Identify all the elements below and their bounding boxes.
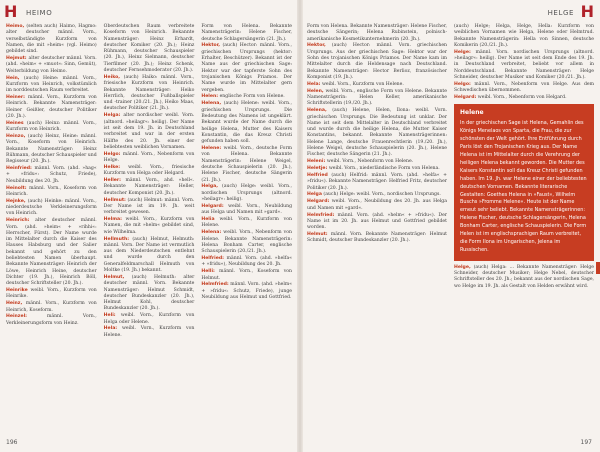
entry-text: männl. Vorn. (ahd. »helm« + »fridu«: Schutz, Friede), junge Neubildung aus Helmut und Gottfried. [201,282,293,300]
entry-headword: Helmfried: [201,282,229,288]
dictionary-entry [104,237,195,275]
entry-headword: Heiko, [103,74,121,80]
entry-text: (auch) Helge; Helga, Helge, Hella: Kurzform von weiblichen Vornamen wie Helga, Helene oder Helmtrud. Bekannte Namensträgerin: Hella von Sinnen, deutsche Komikerin (20./21. Jh.). [454,24,594,48]
left-page [0,0,297,452]
entry-text: weibl. Vorn., Neubildung des 20. Jh. aus Helga und Namen mit »gard«. [307,199,447,211]
dictionary-entry [6,134,97,165]
entry-text: männl. Vorn., Koseform von Heinrich. [6,185,97,197]
entry-text: (auch) Helga: ... Bekannte Namensträger: Helge Schneider, deutscher Musiker; Helge Nebel, deutscher Schriftsteller des 20. Jh.; bekannt aus der nordischen Sage, wo Helge im 19. Jh. als Gestalt von Helden erwähnt wird. [454,264,594,289]
dictionary-entry [104,275,195,313]
dictionary-entry [307,159,447,165]
entry-text: weibl. Vorn., Neubildung aus Helga und Namen mit »gard«. [201,203,293,216]
entry-text: (auch) Helene, Helen, Ilona: weibl. Vorn. griechischen Ursprungs. Die Bedeutung ist unklar. Der Name ist seit dem Mittelalter in Deutschland verbreitet und wurde durch die heilige Helena, die Mutter Kaiser Konstantins, bekannt. Bekannte Namensträgerinnen: Helene Lange, deutsche Frauenrechtlerin (19./20. Jh.), Helene Weigel, deutsche Schauspielerin (20. Jh.), Helene Fischer, deutsche Sängerin (21. Jh.). [307,108,447,158]
dictionary-entry [454,24,594,49]
dictionary-entry [104,313,195,326]
dictionary-entry [6,76,97,95]
dictionary-entry [454,82,594,95]
entry-headword: Hellmut: [103,197,126,203]
entry-headword: Helmfried: [307,212,335,218]
dictionary-entry [6,166,97,185]
dictionary-entry [201,256,292,269]
dictionary-entry [104,217,195,236]
entry-text: männl. Vorn., Koseform von Helmut. [201,269,293,281]
entry-text: (auch) Helmuth: alter deutscher männl. Vorn. Bekannte Namensträger: Helmut Schmidt, deutscher Bundeskanzler (20. Jh.), Helmut Kohl, deutscher Bundeskanzler (20. Jh.). [103,274,195,312]
entry-text: männl. Vorn., ahd. »hell«. Bekannte Namensträger: Heller, deutscher Komponist (20. Jh.). [103,178,195,196]
entry-headword: Helgo: [103,151,121,157]
dictionary-entry [307,166,447,172]
entry-headword: Helmut, [103,274,125,280]
entry-headword: Heller: [103,178,121,184]
entry-headword: Heimo, [6,24,25,29]
right-column-1 [307,24,447,291]
entry-text: weibl. Vorn., Nebenform von Helene. Bekannte Namensträgerin: Helena Bonham Carter, englische Schauspielerin (20./21. Jh.). [201,230,293,255]
dictionary-entry [6,121,97,134]
dictionary-entry [307,192,447,198]
entry-headword: Helga: [103,113,121,119]
entry-headword: Helmut: [307,232,328,238]
entry-text: männl. Vorn. (ahd. »hag« + »fridu«: Schutz, Friede), Neubildung des 20. Jh. [6,166,97,184]
thumb-index-tab [596,262,600,274]
dictionary-entry [201,94,292,100]
entry-headword: Helgard: [454,95,477,101]
entry-text: weibl. Vorn., englische Form von Helene. Bekannte Namensträgerin: Helen Keller, amerikanische Schriftstellerin (19./20. Jh.). [307,88,448,107]
entry-headword: Helfried: [201,256,224,262]
entry-text: (auch) Heinz: männl. Vorn., Kurzform von Heinrich. [6,120,97,133]
right-column-2-bottom [454,265,594,290]
entry-headword: Helke: [103,164,121,170]
entry-text: (auch) Heinke: männl. Vorn., niederdeutsche Verkleinerungsform von Heinrich. [6,198,97,217]
entry-text: alter deutscher männl. Vorn. (ahd. »heim« + »muot«: Sinn, Gemüt), Weiterbildung von Heimo. [6,56,97,74]
dictionary-entry [6,24,97,55]
entry-text: (auch) Hector: männl. Vorn. griechischen Ursprungs. Aus der griechischen Sage: Hektor war der Sohn des trojanischen Königs Priamos. Der Name kam im Mittelalter durch die Heldensage nach Deutschland. Bekannte Namensträger: Hector Berlioz, französischer Komponist (19. Jh.). [307,43,447,80]
left-header-word: HEIMO [26,9,53,17]
dictionary-entry [201,101,292,145]
dictionary-entry [307,199,447,212]
dictionary-entry [307,173,447,192]
dictionary-entry [6,218,97,287]
entry-headword: Hektor, [201,43,221,49]
entry-headword: Hektor, [307,43,326,49]
dictionary-entry [201,43,292,93]
entry-text: englische Form von Helene. [219,94,285,100]
entry-headword: Helge: [454,49,471,55]
dictionary-entry [201,24,292,43]
entry-headword: Helena, [201,101,222,107]
dictionary-entry [307,43,447,81]
entry-text: männl. Vorn. (ahd. »helfa« + »fridu«), Neubildung des 20. Jh. [201,256,293,268]
entry-headword: Helma: [103,217,122,223]
entry-headword: Heinz, [6,301,23,307]
dictionary-entry [104,152,195,165]
entry-text: weibl. Vorn., niederländische Form von Helena. [328,166,440,172]
dictionary-entry [454,95,594,101]
entry-headword: Hela: [307,81,321,87]
entry-text: (auch) Helge: weibl. Vorn., nordischen Ursprungs (altnord. »heilagr«: heilig). [201,184,293,202]
entry-headword: Heinolt: [6,185,27,191]
right-header-letter: H [580,2,594,21]
dictionary-entry [201,204,292,217]
entry-text: weibl. Vorn., Kurzform von Namen, die mit »helm« gebildet sind, wie Wilhelma. [103,217,195,235]
entry-text: männl. Vorn., Kurzform von Heinrich, Koseform. [6,301,97,313]
entry-headword: Helen, [307,88,324,94]
dictionary-entry [104,24,195,74]
entry-headword: Heinrich: [6,218,30,224]
entry-headword: Helia [201,217,215,223]
dictionary-entry [201,217,292,230]
entry-text: männl. Vorn., Kurzform von Heinrich. Bekannte Namensträger: Heiner Geißler, deutscher Politiker (20. Jh.). [6,95,97,119]
entry-headword: Helgard: [307,199,330,205]
entry-headword: Heinrike [6,288,28,294]
entry-headword: Hein, [6,75,20,81]
dictionary-entry [6,301,97,314]
left-header-letter: H [4,2,18,21]
entry-headword: Heletje: [307,166,328,172]
dictionary-entry [307,82,447,88]
dictionary-entry [201,282,292,301]
entry-headword: Hellmuth: [103,236,130,242]
entry-text: weibl. Vorn., friesische Kurzform von Helga oder Helgard. [103,164,195,177]
entry-text: (auch) Hector: männl. Vorn., griechischen Ursprungs (hektor: Erhalter, Beschützer). Bekannt ist der Name aus der griechischen Sage: Hektor war der tapferste Sohn des trojanischen Königs Priamos. Der Name wurde im Mittelalter gern vergeben. [201,43,293,93]
left-columns [6,24,292,340]
right-page [303,0,600,452]
left-column-1 [6,24,97,340]
entry-headword: Helli: [201,269,215,275]
dictionary-entry [6,56,97,75]
entry-headword: Helena: [201,230,222,236]
dictionary-entry [201,184,292,203]
dictionary-entry [6,288,97,301]
entry-text: männl. Vorn. Bekannte Namensträger: Helmut Schmidt, deutscher Bundeskanzler (20. Jh.). [307,232,447,244]
entry-text: (auch) Helmut, Helmuth: männl. Vorn. Der Name ist vermutlich aus dem Niederdeutschen entlehnt und wurde durch den Generalfeldmarschall Helmuth von Moltke (19. Jh.) bekannt. [103,236,195,274]
dictionary-entry [104,198,195,217]
entry-headword: Hejnke, [6,198,26,204]
entry-text: (auch) Helfrid: männl. Vorn. (ahd. »helfa« + »fridu«). Bekannte Namensträger: Helfried Fritz, deutscher Politiker (20. Jh.). [307,172,447,191]
entry-headword: Helgard: [201,203,224,209]
entry-text: weibl. Vorn., Nebenform von Helgard. [477,95,567,101]
dictionary-entry [307,232,447,245]
entry-headword: Heines [6,120,24,126]
info-box [454,104,594,260]
entry-text: (auch) Helge: weibl. Vorn., nordischen Ursprungs. [323,192,441,198]
dictionary-entry [104,75,195,113]
entry-text: männl. Vorn. nordischen Ursprungs (altnord. »heilagr«: heilig). Der Name ist seit dem Ende des 19. Jh. in Deutschland verbreitet, beliebt vor allem in Norddeutschland. Bekannte Namensträger: Helge Schneider, deutscher Musiker und Komiker (20./21. Jh.). [454,49,594,80]
entry-text: weibl. Vorn., Kurzform von Helene. [103,326,195,338]
dictionary-entry [104,113,195,151]
left-column-3 [201,24,292,340]
dictionary-entry [201,269,292,282]
dictionary-entry [6,314,97,327]
entry-headword: Helga [307,192,322,198]
entry-headword: Helfried [307,172,328,178]
entry-text: (auch) Haiko: männl. Vorn., friesische Kurzform von Heinrich. Bekannte Namensträger: Heiko Herrlich, deutscher Fußballspieler und -trainer (20./21. Jh.), Heiko Maas, deutscher Politiker (21. Jh.). [103,74,195,112]
entry-text: weibl. Vorn., Kurzform von Helga oder Helene. [103,313,195,325]
entry-headword: Heiner: [6,95,26,101]
right-column-2 [454,24,594,291]
dictionary-entry [307,89,447,108]
right-column-2-top [454,24,594,101]
entry-headword: Heinzel: [6,314,28,320]
entry-text: weibl. Vorn., Nebenform von Helene. [326,159,414,165]
entry-text: männl. Vorn., Verkleinerungsform von Heinz. [6,314,97,326]
dictionary-entry [454,50,594,81]
entry-text: Oberdeutschen Raum verbreitete Koseform von Heinrich. Bekannte Namensträger: Heinz Erhardt, deutscher Komiker (20. Jh.); Heinz Rühmann, deutscher Schauspieler (20. Jh.), Heinz Sielmann, deutscher Tierfilmer (20. Jh.); Heinz Schenk, deutscher Fernsehmoderator (20. Jh.). [103,24,195,74]
entry-text: (auch) Heine: männl. Vorn., Kurzform von Heinrich, volkstümlich im norddeutschen Raum verbreitet. [6,75,97,94]
entry-headword: Helene: [201,146,222,152]
entry-headword: Heinfried: [6,166,32,172]
entry-text: Form von Helena. Bekannte Namensträger: Helene Fischer, deutsche Sängerin; Helena Rubinstein, polnisch-amerikanische Kosmetikunternehmerin (20. Jh.). [307,24,447,42]
entry-text: männl. Vorn., Nebenform von Helge. [103,151,195,164]
entry-text: (auch) Heinz, Heine: männl. Vorn., Koseform von Heinrich. Bekannte Namensträger: Heinz Rühmann, deutscher Schauspieler und Regisseur (20. Jh.). [6,134,97,165]
entry-text: (selten auch) Haimo, Hagmo: alter deutscher männl. Vorn., verselbständigte Kurzform von Namen, die mit »heim« (vgl. Heimo) gebildet sind. [6,24,97,55]
entry-headword: Helena, [307,108,327,114]
entry-headword: Hejmut: [6,56,27,62]
entry-headword: Heleni: [307,159,326,165]
right-columns [307,24,594,291]
dictionary-entry [6,95,97,120]
dictionary-entry [104,178,195,197]
entry-text: alter nordischer weibl. Vorn. (altnord. »heilagr«: heilig). Der Name ist seit dem 19. Jh. in Deutschland verbreitet und war in der ersten Hälfte des 20. Jh. einer der beliebtesten weiblichen Vornamen. [103,113,195,150]
entry-headword: Helgo: [454,81,471,87]
dictionary-entry [201,230,292,255]
dictionary-entry [6,199,97,218]
entry-headword: Helen: [201,94,219,100]
entry-text: Form von Helena. Bekannte Namensträgerin: Helene Fischer, deutsche Schlagersängerin (21. Jh.). [201,24,293,42]
entry-text: (auch) Helmut: männl. Vorn. Der Name ist im 19. Jh. weit verbreitet gewesen. [103,197,195,216]
entry-headword: Hela: [103,326,118,332]
left-column-2 [104,24,195,340]
dictionary-entry [104,165,195,178]
info-box-text: In der griechischen Sage ist Helena, Gemahlin des Königs Menelaos von Sparta, die Frau, die zur schönsten der Welt gehört. Ihre Entführung durch Paris löst den Trojanischen Krieg aus. Der Name Helena ist im Mittelalter durch die Verehrung der heiligen Helena bekannt geworden. Die Mutter des Kaisers Konstantin soll das Kreuz Christi gefunden haben. Im 19. Jh. war Helene einer der beliebtesten deutschen Vornamen. Bekannte literarische Gestalten: Goethes Helena in »Faust«, Wilhelm Buschs »Fromme Helene«. Heute ist der Name erneut sehr beliebt. Bekannte Namensträgerinnen: Helene Fischer, deutsche Schlagersängerin, Helena Bonham Carter, englische Schauspielerin. Die Form Helen ist im englischsprachigen Raum verbreitet, die Form Ilona im Ungarischen, Jelena im Russischen. [460,120,587,253]
entry-headword: Heinzo, [6,134,26,140]
info-box-title: Helene [460,109,484,117]
right-page-number: 197 [580,439,592,446]
entry-text: männl. Vorn. (ahd. »helm« + »fridu«). Der Name ist im 20. Jh. aus Helmut und Gottfried gebildet worden. [307,212,448,231]
dictionary-entry [307,24,447,43]
dictionary-entry [6,186,97,199]
entry-text: männl. Vorn., Nebenform von Helge. Aus dem Schwedischen übernommen. [454,81,595,94]
left-page-number: 196 [6,439,18,446]
dictionary-entry [307,108,447,158]
entry-text: (auch) Helene: weibl. Vorn., griechischen Ursprungs. Die Bedeutung des Namens ist ungeklärt. Bekannt wurde der Name durch die heilige Helena, Mutter des Kaisers Konstantin, die das Kreuz Christi gefunden haben soll. [201,101,293,145]
entry-text: weibl. Vorn., Kurzform von Helene. [201,217,293,229]
dictionary-entry [201,146,292,184]
dictionary-entry [307,213,447,232]
entry-text: alter deutscher männl. Vorn. (ahd. »heim« + »rihhi«: Herrscher, Fürst). Der Name wurde im Mittelalter durch die Kaiser des Hauses Habsburg und der Salier bekannt und gehört zu den beliebtesten Namen überhaupt. Bekannte Namensträger: Heinrich der Löwe, Heinrich Heine, deutscher Dichter (19. Jh.), Heinrich Böll, deutscher Schriftsteller (20. Jh.). [6,218,97,287]
entry-text: weibl. Vorn., Kurzform von Helene. [321,81,404,87]
entry-headword: Helga, [201,184,219,190]
right-header-word: HELGE [547,9,574,17]
dictionary-entry [454,265,594,290]
dictionary-entry [104,326,195,339]
entry-text: weibl. Vorn., Kurzform von Heinrike. [6,288,97,300]
entry-headword: Helge, [454,264,471,270]
entry-headword: Heli: [103,313,116,319]
entry-text: weibl. Vorn., deutsche Form von Helena. Bekannte Namensträgerin: Helene Weigel, deutsche Schauspielerin (20. Jh.), Helene Fischer, deutsche Sängerin (21. Jh.). [201,146,293,183]
